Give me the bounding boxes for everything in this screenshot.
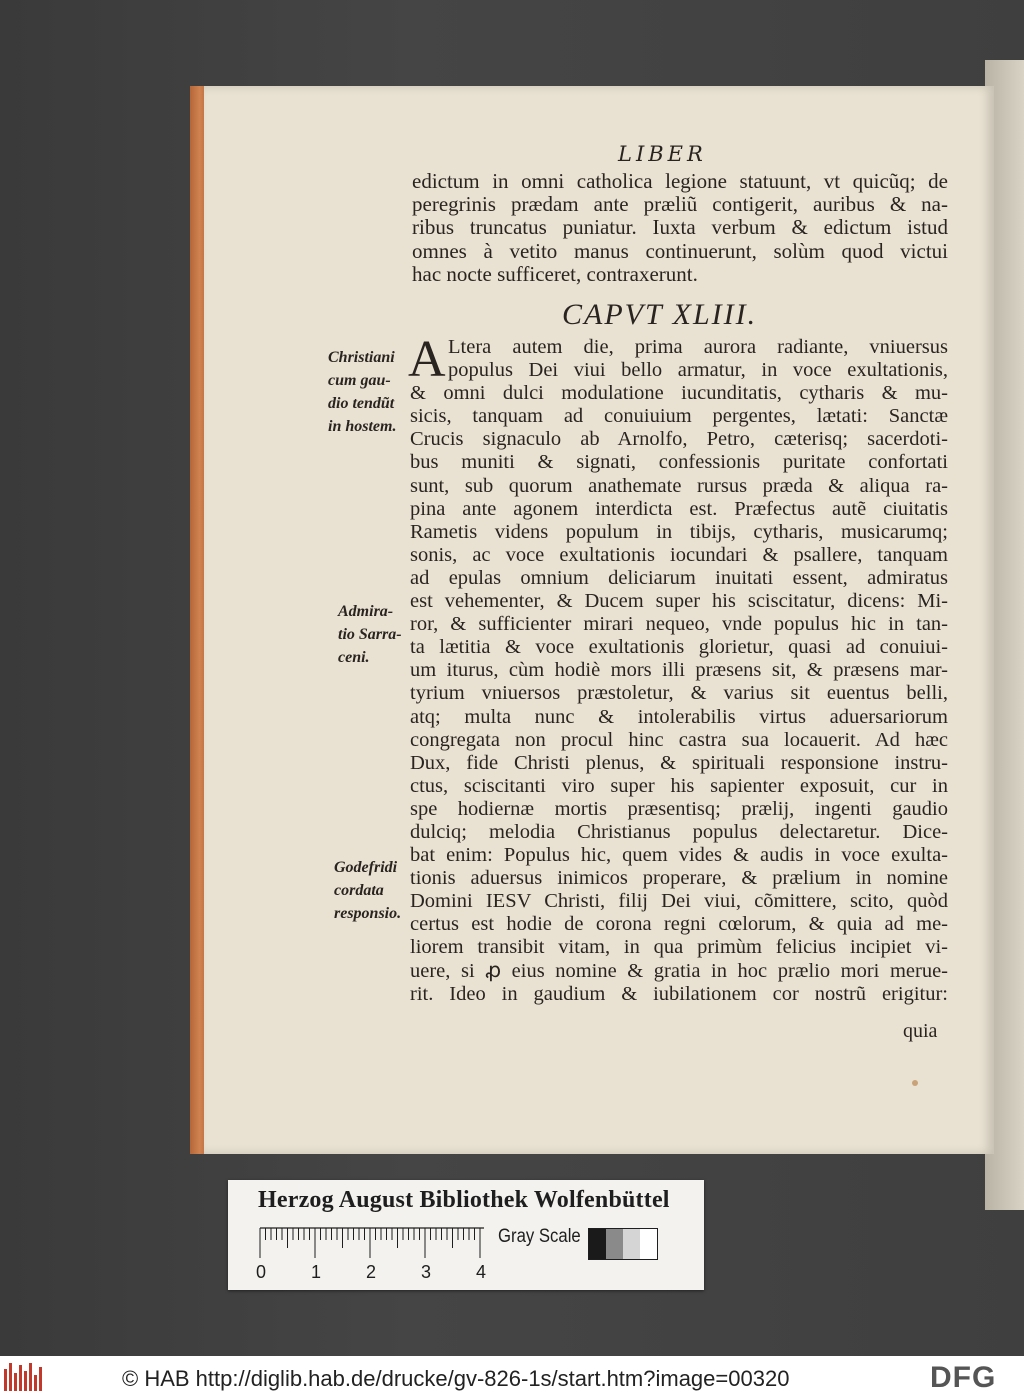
text-line: um iturus, cùm hodiè mors illi præsens sit, & præsens mar-: [410, 659, 948, 682]
margin-note-line: tio Sarra-: [338, 626, 402, 643]
margin-note-line: dio tendũt: [328, 395, 395, 412]
gray-swatch: [623, 1229, 640, 1259]
ruler-number: 2: [366, 1262, 377, 1282]
margin-note-line: ceni.: [338, 649, 370, 666]
chapter-body: [408, 331, 948, 1006]
margin-note-line: in hostem.: [328, 418, 397, 435]
margin-note-line: cum gau-: [328, 372, 391, 389]
text-line: tionis aduersus inimicos properare, & prælium in nomine: [410, 867, 948, 890]
margin-note-line: cordata: [334, 882, 384, 899]
margin-note-line: responsio.: [334, 905, 402, 922]
dfg-logo: DFG: [930, 1361, 997, 1394]
margin-note: [338, 600, 402, 669]
text-line: sonis, ac voce exultationis iocundari & psallere, tanquam: [410, 543, 948, 566]
text-line: hac nocte sufficeret, contraxerunt.: [412, 261, 698, 286]
gray-scale-label: Gray Scale: [498, 1226, 581, 1247]
text-line: edictum in omni catholica legione statuunt, vt quicũq; de: [412, 169, 948, 193]
text-line: uere, si ꝓ eius nomine & gratia in hoc prælio mori merue-: [410, 959, 948, 982]
drop-cap: A: [408, 331, 446, 388]
text-line: tyrium vniuersos præstoletur, & varius sit euentus belli,: [410, 682, 948, 705]
margin-note-line: Christiani: [328, 349, 395, 366]
text-line: pina ante agonem interdicta est. Præfectus autẽ ciuitatis: [410, 497, 948, 520]
text-line: ror, & sufficienter mirari nequeo, vnde populus hic in tan-: [410, 613, 948, 636]
scale-ruler: [258, 1226, 486, 1262]
text-line: Ltera autem die, prima aurora radiante, vniuersus: [448, 336, 948, 358]
ruler-number: 1: [311, 1262, 322, 1282]
top-paragraph: [412, 170, 948, 286]
text-line: peregrinis prædam ante præliũ contigerit, auribus & na-: [412, 192, 948, 217]
source-citation: © HAB http://diglib.hab.de/drucke/gv-826-1s/start.htm?image=00320: [122, 1366, 790, 1391]
text-line: ctus, sciscitanti viro super his sapienter exposuit, cur in: [410, 774, 948, 797]
text-line: bat enim: Populus hic, quem vides & audis in voce exulta-: [410, 844, 948, 867]
margin-note-line: Admira-: [338, 603, 394, 620]
running-head: LIBER: [618, 142, 707, 166]
text-line: atq; multa nunc & intolerabilis virtus aduersariorum: [410, 705, 948, 728]
gray-swatch: [606, 1229, 623, 1259]
text-line: liorem transibit vitam, in qua primùm felicius incipiet vi-: [410, 936, 948, 959]
margin-note: [334, 856, 401, 925]
text-line: sicis, tanquam ad conuiuium pergentes, lætati: Sanctæ: [410, 405, 948, 428]
hab-logo-icon: [4, 1363, 46, 1391]
ruler-number: 3: [421, 1262, 432, 1282]
text-line: congregata non procul hinc castra sua locauerit. Ad hæc: [410, 728, 948, 751]
text-line: ad epulas omnium deliciarum inuitati essent, admiratus: [410, 566, 948, 589]
gray-swatch: [640, 1229, 657, 1259]
ruler-number: 0: [256, 1262, 267, 1282]
text-line: certus est hodie de corona regni cœlorum, & quia ad me-: [410, 913, 948, 936]
text-line: Dux, fide Christi plenus, & spirituali responsione instru-: [410, 751, 948, 774]
text-line: est vehementer, & Ducem super his sciscitatur, dicens: Mi-: [410, 590, 948, 613]
gray-swatch: [589, 1229, 606, 1259]
text-line: omnes à vetito manus continuerunt, solùm quod victui: [412, 238, 948, 263]
margin-note: [328, 346, 396, 438]
margin-note-line: Godefridi: [334, 859, 398, 876]
text-line: rit. Ideo in gaudium & iubilationem cor nostrũ erigitur:: [410, 982, 948, 1005]
library-name: Herzog August Bibliothek Wolfenbüttel: [258, 1187, 670, 1213]
text-line: Crucis signaculo ab Arnolfo, Petro, cæterisq; sacerdoti-: [410, 428, 948, 451]
text-line: dulciq; melodia Christianus populus delectaretur. Dice-: [410, 820, 948, 843]
gray-scale-swatch: [588, 1228, 658, 1260]
text-line: Rametis videns populum in tibijs, cytharis, musicarumq;: [410, 520, 948, 543]
text-line: Domini IESV Christi, filij Dei viui, cõmittere, scito, quòd: [410, 890, 948, 913]
text-line: bus muniti & signati, confessionis puritate confortati: [410, 451, 948, 474]
paper-stain: [912, 1080, 918, 1086]
text-line: populus Dei viui bello armatur, in voce exultationis,: [448, 359, 948, 382]
text-line: & omni dulci modulatione iucunditatis, cytharis & mu-: [410, 382, 948, 405]
text-line: ribus truncatus puniatur. Iuxta verbum & edictum istud: [412, 215, 948, 240]
chapter-heading: CAPVT XLIII.: [562, 298, 758, 331]
ruler-number: 4: [476, 1262, 487, 1282]
text-line: spe hodiernæ mortis præsentisq; prælij, ingenti gaudio: [410, 797, 948, 820]
text-line: ta lætitia & voce exultationis glorietur, quasi ad conuiui-: [410, 636, 948, 659]
text-line: sunt, sub quorum anathemate rursus præda & aliqua ra-: [410, 474, 948, 497]
catchword: quia: [903, 1020, 938, 1042]
